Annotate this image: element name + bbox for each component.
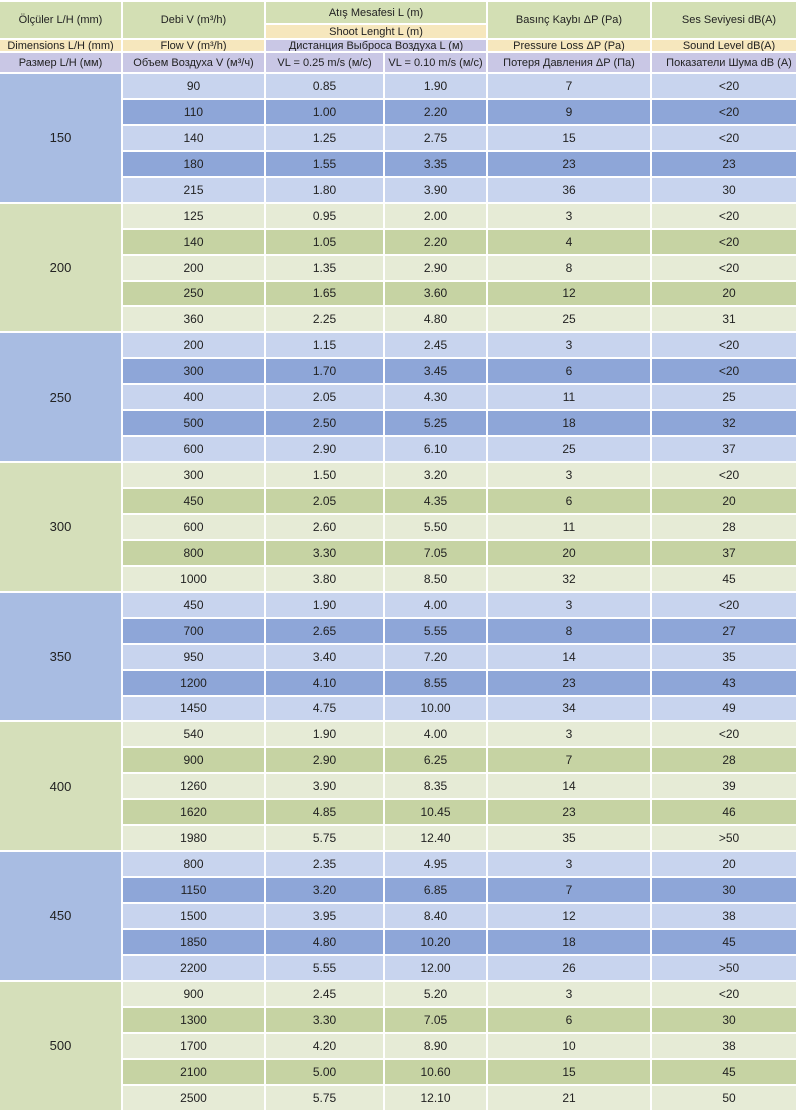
flow-cell: 300 [123, 359, 264, 383]
header-sound-en: Sound Level dB(A) [652, 40, 796, 51]
flow-cell: 2200 [123, 956, 264, 980]
throw-010-cell: 8.40 [385, 904, 486, 928]
throw-025-cell: 2.45 [266, 982, 383, 1006]
pressure-cell: 23 [488, 671, 650, 695]
sound-cell: <20 [652, 333, 796, 357]
sound-cell: 43 [652, 671, 796, 695]
pressure-cell: 3 [488, 852, 650, 876]
flow-cell: 110 [123, 100, 264, 124]
sound-cell: 31 [652, 307, 796, 331]
sound-cell: 30 [652, 178, 796, 202]
throw-025-cell: 1.80 [266, 178, 383, 202]
throw-010-cell: 4.00 [385, 722, 486, 746]
throw-010-cell: 3.90 [385, 178, 486, 202]
flow-cell: 450 [123, 593, 264, 617]
pressure-cell: 3 [488, 982, 650, 1006]
pressure-cell: 14 [488, 645, 650, 669]
sound-cell: 25 [652, 385, 796, 409]
pressure-cell: 4 [488, 230, 650, 254]
throw-010-cell: 12.10 [385, 1086, 486, 1110]
header-throw-en: Shoot Lenght L (m) [266, 25, 486, 38]
pressure-cell: 12 [488, 282, 650, 306]
sound-cell: <20 [652, 204, 796, 228]
pressure-cell: 3 [488, 593, 650, 617]
flow-cell: 140 [123, 230, 264, 254]
header-pressure-en: Pressure Loss ΔP (Pa) [488, 40, 650, 51]
sound-cell: <20 [652, 100, 796, 124]
header-pressure-ru: Потеря Давления ΔP (Па) [488, 53, 650, 72]
flow-cell: 215 [123, 178, 264, 202]
pressure-cell: 26 [488, 956, 650, 980]
pressure-cell: 35 [488, 826, 650, 850]
sound-cell: <20 [652, 126, 796, 150]
flow-cell: 950 [123, 645, 264, 669]
header-sound-tr: Ses Seviyesi dB(A) [652, 2, 796, 38]
sound-cell: 37 [652, 541, 796, 565]
flow-cell: 800 [123, 541, 264, 565]
throw-025-cell: 0.85 [266, 74, 383, 98]
header-flow-ru: Объем Воздуха V (м³/ч) [123, 53, 264, 72]
throw-025-cell: 5.00 [266, 1060, 383, 1084]
pressure-cell: 20 [488, 541, 650, 565]
throw-025-cell: 4.80 [266, 930, 383, 954]
pressure-cell: 10 [488, 1034, 650, 1058]
sound-cell: 45 [652, 930, 796, 954]
pressure-cell: 18 [488, 930, 650, 954]
pressure-cell: 36 [488, 178, 650, 202]
pressure-cell: 12 [488, 904, 650, 928]
pressure-cell: 9 [488, 100, 650, 124]
throw-010-cell: 8.55 [385, 671, 486, 695]
pressure-cell: 25 [488, 307, 650, 331]
sound-cell: 49 [652, 697, 796, 721]
throw-025-cell: 3.80 [266, 567, 383, 591]
sound-cell: 39 [652, 774, 796, 798]
throw-025-cell: 3.30 [266, 1008, 383, 1032]
throw-010-cell: 2.20 [385, 230, 486, 254]
throw-010-cell: 4.30 [385, 385, 486, 409]
throw-025-cell: 3.95 [266, 904, 383, 928]
throw-025-cell: 3.90 [266, 774, 383, 798]
throw-010-cell: 6.85 [385, 878, 486, 902]
throw-025-cell: 2.65 [266, 619, 383, 643]
throw-025-cell: 2.60 [266, 515, 383, 539]
throw-010-cell: 2.00 [385, 204, 486, 228]
size-group-400: 400 [0, 722, 121, 850]
size-group-500: 500 [0, 982, 121, 1110]
throw-025-cell: 2.35 [266, 852, 383, 876]
throw-010-cell: 10.45 [385, 800, 486, 824]
pressure-cell: 21 [488, 1086, 650, 1110]
size-group-250: 250 [0, 333, 121, 461]
pressure-cell: 25 [488, 437, 650, 461]
flow-cell: 1500 [123, 904, 264, 928]
throw-010-cell: 5.20 [385, 982, 486, 1006]
flow-cell: 540 [123, 722, 264, 746]
pressure-cell: 6 [488, 489, 650, 513]
flow-cell: 1980 [123, 826, 264, 850]
flow-cell: 250 [123, 282, 264, 306]
sound-cell: 38 [652, 1034, 796, 1058]
throw-025-cell: 2.05 [266, 489, 383, 513]
throw-025-cell: 5.75 [266, 826, 383, 850]
throw-010-cell: 10.00 [385, 697, 486, 721]
sound-cell: 20 [652, 852, 796, 876]
header-flow-tr: Debi V (m³/h) [123, 2, 264, 38]
throw-025-cell: 1.35 [266, 256, 383, 280]
throw-025-cell: 3.30 [266, 541, 383, 565]
sound-cell: <20 [652, 463, 796, 487]
throw-025-cell: 1.05 [266, 230, 383, 254]
pressure-cell: 7 [488, 748, 650, 772]
pressure-cell: 15 [488, 1060, 650, 1084]
throw-025-cell: 1.50 [266, 463, 383, 487]
flow-cell: 300 [123, 463, 264, 487]
flow-cell: 500 [123, 411, 264, 435]
sound-cell: 37 [652, 437, 796, 461]
throw-010-cell: 2.75 [385, 126, 486, 150]
throw-025-cell: 4.75 [266, 697, 383, 721]
throw-010-cell: 5.55 [385, 619, 486, 643]
throw-010-cell: 8.35 [385, 774, 486, 798]
throw-010-cell: 4.80 [385, 307, 486, 331]
throw-010-cell: 8.90 [385, 1034, 486, 1058]
flow-cell: 125 [123, 204, 264, 228]
pressure-cell: 14 [488, 774, 650, 798]
sound-cell: 20 [652, 282, 796, 306]
throw-010-cell: 3.60 [385, 282, 486, 306]
flow-cell: 2500 [123, 1086, 264, 1110]
pressure-cell: 18 [488, 411, 650, 435]
throw-010-cell: 6.25 [385, 748, 486, 772]
sound-cell: 45 [652, 567, 796, 591]
size-group-150: 150 [0, 74, 121, 202]
sound-cell: <20 [652, 256, 796, 280]
header-dimensions-tr: Ölçüler L/H (mm) [0, 2, 121, 38]
flow-cell: 360 [123, 307, 264, 331]
throw-025-cell: 5.75 [266, 1086, 383, 1110]
throw-025-cell: 1.70 [266, 359, 383, 383]
throw-025-cell: 1.65 [266, 282, 383, 306]
throw-010-cell: 4.95 [385, 852, 486, 876]
flow-cell: 1850 [123, 930, 264, 954]
header-throw-ru: Дистанция Выброса Воздуха L (м) [266, 40, 486, 51]
header-dimensions-en: Dimensions L/H (mm) [0, 40, 121, 51]
header-dimensions-ru: Размер L/H (мм) [0, 53, 121, 72]
throw-010-cell: 4.35 [385, 489, 486, 513]
pressure-cell: 8 [488, 256, 650, 280]
throw-025-cell: 2.50 [266, 411, 383, 435]
throw-010-cell: 3.45 [385, 359, 486, 383]
throw-010-cell: 3.35 [385, 152, 486, 176]
throw-010-cell: 7.05 [385, 1008, 486, 1032]
throw-010-cell: 5.25 [385, 411, 486, 435]
pressure-cell: 15 [488, 126, 650, 150]
throw-010-cell: 12.40 [385, 826, 486, 850]
sound-cell: <20 [652, 722, 796, 746]
size-group-450: 450 [0, 852, 121, 980]
sound-cell: 28 [652, 515, 796, 539]
header-flow-en: Flow V (m³/h) [123, 40, 264, 51]
sound-cell: 35 [652, 645, 796, 669]
pressure-cell: 3 [488, 333, 650, 357]
throw-010-cell: 5.50 [385, 515, 486, 539]
pressure-cell: 32 [488, 567, 650, 591]
sound-cell: 23 [652, 152, 796, 176]
pressure-cell: 11 [488, 385, 650, 409]
sound-cell: >50 [652, 956, 796, 980]
throw-010-cell: 4.00 [385, 593, 486, 617]
pressure-cell: 34 [488, 697, 650, 721]
flow-cell: 1620 [123, 800, 264, 824]
throw-010-cell: 12.00 [385, 956, 486, 980]
pressure-cell: 7 [488, 878, 650, 902]
flow-cell: 400 [123, 385, 264, 409]
flow-cell: 700 [123, 619, 264, 643]
throw-010-cell: 10.60 [385, 1060, 486, 1084]
sound-cell: 50 [652, 1086, 796, 1110]
flow-cell: 2100 [123, 1060, 264, 1084]
header-sound-ru: Показатели Шума dB (A) [652, 53, 796, 72]
throw-025-cell: 4.10 [266, 671, 383, 695]
throw-010-cell: 2.90 [385, 256, 486, 280]
header-velocity-025: VL = 0.25 m/s (м/с) [266, 53, 383, 72]
sound-cell: 30 [652, 1008, 796, 1032]
pressure-cell: 11 [488, 515, 650, 539]
size-group-350: 350 [0, 593, 121, 721]
pressure-cell: 7 [488, 74, 650, 98]
header-throw-tr: Atış Mesafesi L (m) [266, 2, 486, 23]
throw-010-cell: 8.50 [385, 567, 486, 591]
flow-cell: 600 [123, 437, 264, 461]
throw-010-cell: 7.20 [385, 645, 486, 669]
flow-cell: 180 [123, 152, 264, 176]
throw-010-cell: 1.90 [385, 74, 486, 98]
throw-025-cell: 1.15 [266, 333, 383, 357]
throw-025-cell: 3.40 [266, 645, 383, 669]
throw-025-cell: 2.90 [266, 748, 383, 772]
throw-010-cell: 10.20 [385, 930, 486, 954]
pressure-cell: 23 [488, 800, 650, 824]
sound-cell: <20 [652, 593, 796, 617]
sound-cell: 27 [652, 619, 796, 643]
header-pressure-tr: Basınç Kaybı ΔP (Pa) [488, 2, 650, 38]
flow-cell: 900 [123, 982, 264, 1006]
header-velocity-010: VL = 0.10 m/s (м/с) [385, 53, 486, 72]
pressure-cell: 8 [488, 619, 650, 643]
flow-cell: 90 [123, 74, 264, 98]
flow-cell: 140 [123, 126, 264, 150]
throw-025-cell: 3.20 [266, 878, 383, 902]
sound-cell: 32 [652, 411, 796, 435]
flow-cell: 900 [123, 748, 264, 772]
flow-cell: 1450 [123, 697, 264, 721]
flow-cell: 1150 [123, 878, 264, 902]
sound-cell: 28 [652, 748, 796, 772]
flow-cell: 200 [123, 256, 264, 280]
pressure-cell: 23 [488, 152, 650, 176]
pressure-cell: 3 [488, 204, 650, 228]
throw-025-cell: 4.20 [266, 1034, 383, 1058]
flow-cell: 1300 [123, 1008, 264, 1032]
flow-cell: 200 [123, 333, 264, 357]
size-group-200: 200 [0, 204, 121, 332]
sound-cell: <20 [652, 359, 796, 383]
throw-025-cell: 2.05 [266, 385, 383, 409]
sound-cell: 20 [652, 489, 796, 513]
throw-010-cell: 6.10 [385, 437, 486, 461]
pressure-cell: 3 [488, 722, 650, 746]
sound-cell: 30 [652, 878, 796, 902]
throw-010-cell: 2.45 [385, 333, 486, 357]
throw-025-cell: 2.90 [266, 437, 383, 461]
throw-025-cell: 1.90 [266, 593, 383, 617]
throw-025-cell: 2.25 [266, 307, 383, 331]
pressure-cell: 6 [488, 1008, 650, 1032]
flow-cell: 1000 [123, 567, 264, 591]
sound-cell: 45 [652, 1060, 796, 1084]
sound-cell: <20 [652, 230, 796, 254]
throw-025-cell: 4.85 [266, 800, 383, 824]
throw-010-cell: 7.05 [385, 541, 486, 565]
throw-025-cell: 5.55 [266, 956, 383, 980]
pressure-cell: 3 [488, 463, 650, 487]
sound-cell: >50 [652, 826, 796, 850]
flow-cell: 600 [123, 515, 264, 539]
sound-cell: 46 [652, 800, 796, 824]
flow-cell: 800 [123, 852, 264, 876]
throw-010-cell: 2.20 [385, 100, 486, 124]
sound-cell: 38 [652, 904, 796, 928]
flow-cell: 1260 [123, 774, 264, 798]
throw-010-cell: 3.20 [385, 463, 486, 487]
throw-025-cell: 1.55 [266, 152, 383, 176]
sound-cell: <20 [652, 74, 796, 98]
flow-cell: 1700 [123, 1034, 264, 1058]
flow-cell: 1200 [123, 671, 264, 695]
throw-025-cell: 1.90 [266, 722, 383, 746]
throw-025-cell: 0.95 [266, 204, 383, 228]
size-group-300: 300 [0, 463, 121, 591]
pressure-cell: 6 [488, 359, 650, 383]
flow-cell: 450 [123, 489, 264, 513]
sound-cell: <20 [652, 982, 796, 1006]
throw-025-cell: 1.00 [266, 100, 383, 124]
throw-025-cell: 1.25 [266, 126, 383, 150]
